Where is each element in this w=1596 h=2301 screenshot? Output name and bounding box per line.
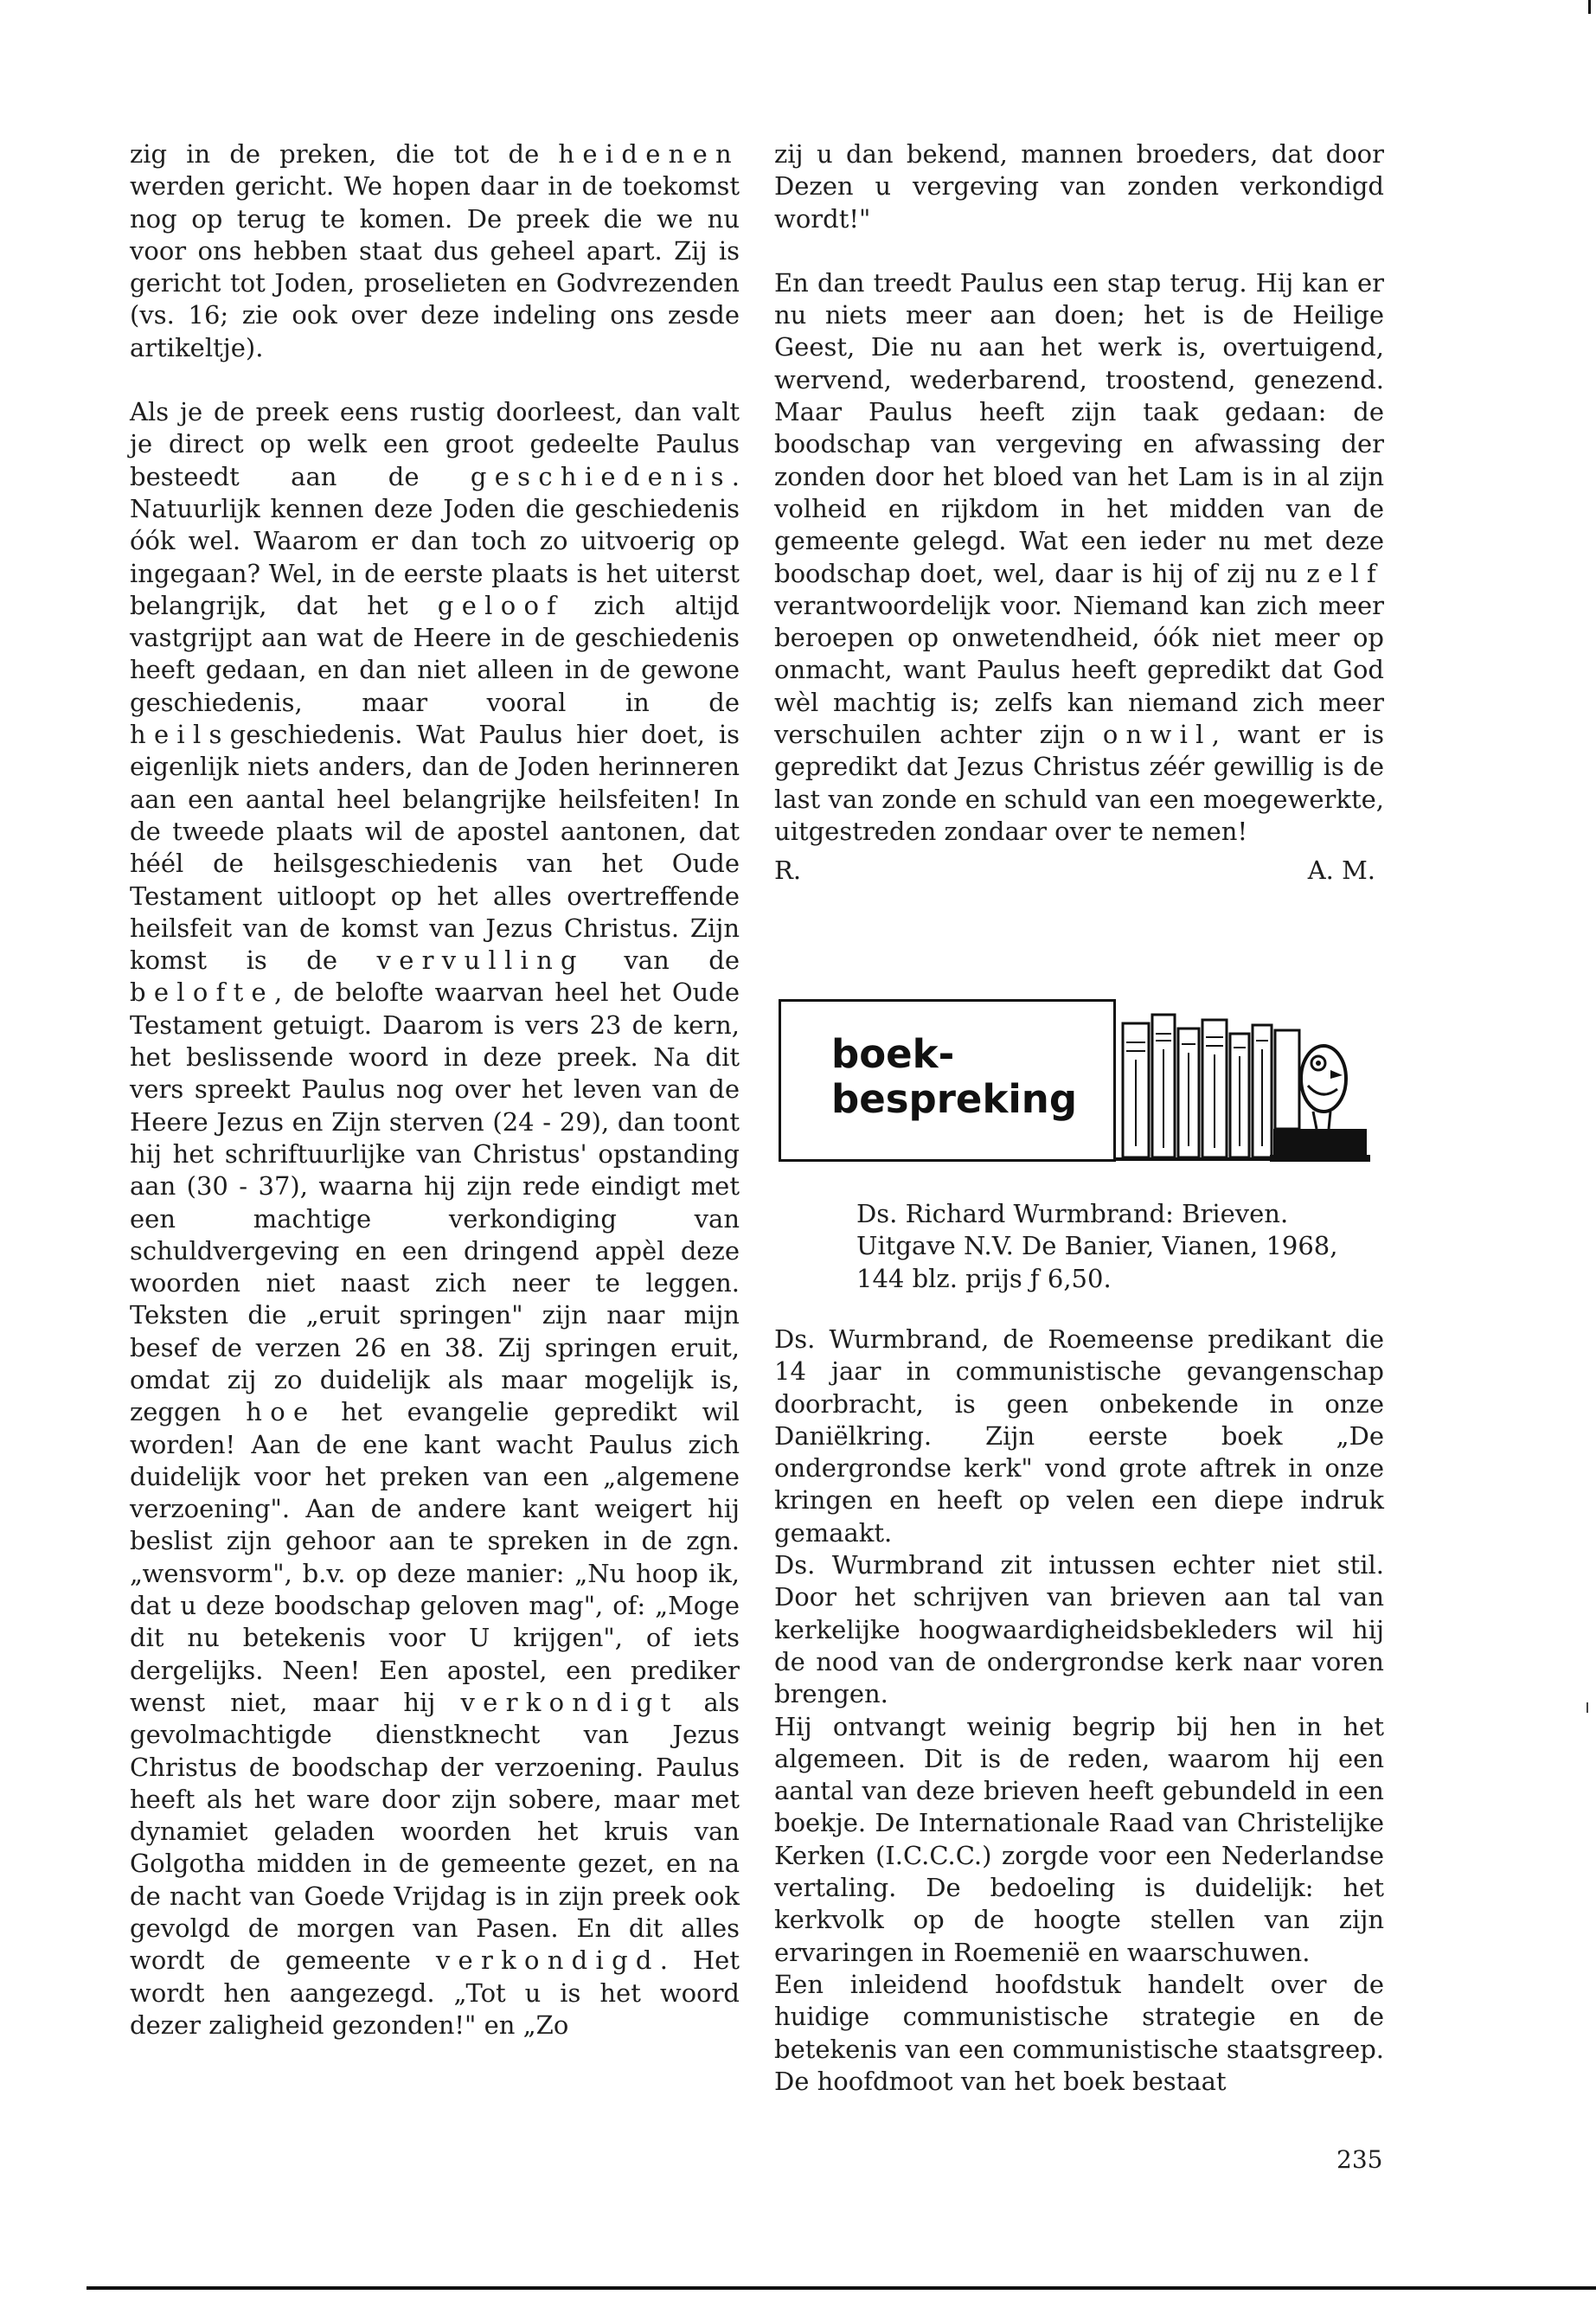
spaced-emphasis: onwil xyxy=(1102,720,1212,750)
paragraph: Ds. Wurmbrand, de Roemeense predikant die 14 jaar in communistische gevangenschap doorbracht, is geen onbekende in onze Daniëlkring. Zijn eerste boek „De ondergrondse kerk" vond grote aftrek in onze kringen en heeft op velen een diepe indruk gemaakt. xyxy=(774,1324,1384,1548)
spaced-emphasis: verkondigd xyxy=(435,1945,660,1976)
spaced-emphasis: zelf xyxy=(1306,558,1384,588)
spaced-emphasis: vervulling xyxy=(376,945,585,976)
paragraph: zig in de preken, die tot de heidenen werden gericht. We hopen daar in de toekomst nog op terug te komen. De preek die we nu voor ons hebben staat dus geheel apart. Zij is gericht tot Joden, proselieten en Godvrezenden (vs. 16; zie ook over deze indeling ons zesde artikeltje). xyxy=(130,139,740,362)
paragraph: Als je de preek eens rustig doorleest, dan valt je direct op welk een groot gedeelte Paulus besteedt aan de geschiedenis. Natuurlijk kennen deze Joden die geschiedenis óók wel. Waarom er dan toch zo uitvoerig op ingegaan? Wel, in de eerste plaats is het uiterst belangrijk, dat het geloof zich altijd vastgrijpt aan wat de Heere in de geschiedenis heeft gedaan, en dan niet alleen in de gewone geschiedenis, maar vooral in de heilsgeschiedenis. Wat Paulus hier doet, is eigenlijk niets anders, dan de Joden herinneren aan een aantal heel belangrijke heilsfeiten! In de tweede plaats wil de apostel aantonen, dat héél de heilsgeschiedenis van het Oude Testament uitloopt op het alles overtreffende heilsfeit van de komst van Jezus Christus. Zijn komst is de vervulling van de belofte, de belofte waarvan heel het Oude Testament getuigt. Daarom is vers 23 de kern, het beslissende woord in deze preek. Na dit vers spreekt Paulus nog over het leven van de Heere Jezus en Zijn sterven (24 - 29), dan toont hij het schriftuurlijke van Christus' opstanding aan (30 - 37), waarna hij zijn rede eindigt met een machtige verkondiging van schuldvergeving en een dringend appèl deze woorden niet naast zich neer te leggen. Teksten die „eruit springen" zijn naar mijn besef de verzen 26 en 38. Zij springen eruit, omdat zij zo duidelijk als maar mogelijk is, zeggen hoe het evangelie gepredikt wil worden! Aan de ene kant wacht Paulus zich duidelijk voor het preken van een „algemene verzoening". Aan de andere kant weigert hij beslist zijn gehoor aan te spreken in de zgn. „wensvorm", b.v. op deze manier: „Nu hoop ik, dat u deze boodschap geloven mag", of: „Moge dit nu betekenis voor U krijgen", of iets dergelijks. Neen! Een apostel, een prediker wenst niet, maar hij verkondigt als gevolmachtigde dienstknecht van Jezus Christus de boodschap der verzoening. Paulus heeft als het ware door zijn sobere, maar met dynamiet geladen woorden het kruis van Golgotha midden in de gemeente gezet, en na de nacht van Goede Vrijdag is in zijn preek ook gevolgd de morgen van Pasen. En dit alles wordt de gemeente verkondigd. Het wordt hen aangezegd. „Tot u is het woord dezer zaligheid gezonden!" en „Zo xyxy=(130,397,740,2040)
corner-mark xyxy=(1588,0,1591,14)
margin-mark xyxy=(1586,1702,1588,1713)
spaced-emphasis: heils xyxy=(130,720,230,750)
paragraph: En dan treedt Paulus een stap terug. Hij kan er nu niets meer aan doen; het is de Heilige Geest, Die nu aan het werk is, overtuigend, wervend, wederbarend, troostend, genezend. Maar Paulus heeft zijn taak gedaan: de boodschap van vergeving en afwassing der zonden door het bloed van het Lam is in al zijn volheid en rijkdom in het midden van de gemeente gelegd. Wat een ieder nu met deze boodschap doet, wel, daar is hij of zij nu zelf verantwoordelijk voor. Niemand kan zich meer beroepen op onwetendheid, óók niet meer op onmacht, want Paulus heeft gepredikt dat God wèl machtig is; zelfs kan niemand zich meer verschuilen achter zijn onwil, want er is gepredikt dat Jezus Christus zéér gewillig is de last van zonde en schuld van een moegewerkte, uitgestreden zondaar over te nemen! xyxy=(774,267,1384,846)
spaced-emphasis: geschiedenis xyxy=(470,461,732,491)
spaced-emphasis: geloof xyxy=(437,590,565,620)
right-column xyxy=(774,138,1384,888)
left-column xyxy=(130,138,740,2041)
signature-author: A. M. xyxy=(1307,856,1375,886)
paragraph: Ds. Wurmbrand zit intussen echter niet stil. Door het schrijven van brieven aan tal van kerkelijke hoogwaardigheidsbekleders wil hij de nood van de ondergrondse kerk naar voren brengen. xyxy=(774,1550,1384,1709)
bottom-rule xyxy=(87,2286,1596,2290)
spaced-emphasis: hoe xyxy=(246,1397,317,1427)
signature xyxy=(774,855,1384,887)
spaced-emphasis: heidenen xyxy=(558,139,740,169)
spaced-emphasis: verkondigt xyxy=(460,1687,679,1717)
banner-box xyxy=(779,999,1116,1162)
review-column xyxy=(774,1324,1384,2098)
page-number: 235 xyxy=(1336,2145,1383,2174)
book-review-banner xyxy=(779,999,1375,1168)
paragraph: Een inleidend hoofdstuk handelt over de huidige communistische strategie en de betekenis van een communistische staatsgreep. De hoofdmoot van het boek bestaat xyxy=(774,1969,1384,2096)
bookshelf-owl-icon xyxy=(1116,999,1375,1168)
spaced-emphasis: belofte xyxy=(130,977,274,1008)
paragraph: Hij ontvangt weinig begrip bij hen in het algemeen. Dit is de reden, waarom hij een aantal van deze brieven heeft gebundeld in een boekje. De Internationale Raad van Christelijke Kerken (I.C.C.C.) zorgde voor een Nederlandse vertaling. De bedoeling is duidelijk: het kerkvolk op de hoogte stellen van zijn ervaringen in Roemenië en waarschuwen. xyxy=(774,1711,1384,1967)
book-reference: Ds. Richard Wurmbrand: Brieven. Uitgave N.V. De Banier, Vianen, 1968, 144 blz. prijs ƒ 6,50. xyxy=(856,1199,1338,1293)
paragraph: zij u dan bekend, mannen broeders, dat door Dezen u vergeving van zonden verkondigd wordt!" xyxy=(774,139,1384,234)
signature-initial: R. xyxy=(774,856,802,886)
banner-title: boek- bespreking xyxy=(831,1031,1078,1122)
